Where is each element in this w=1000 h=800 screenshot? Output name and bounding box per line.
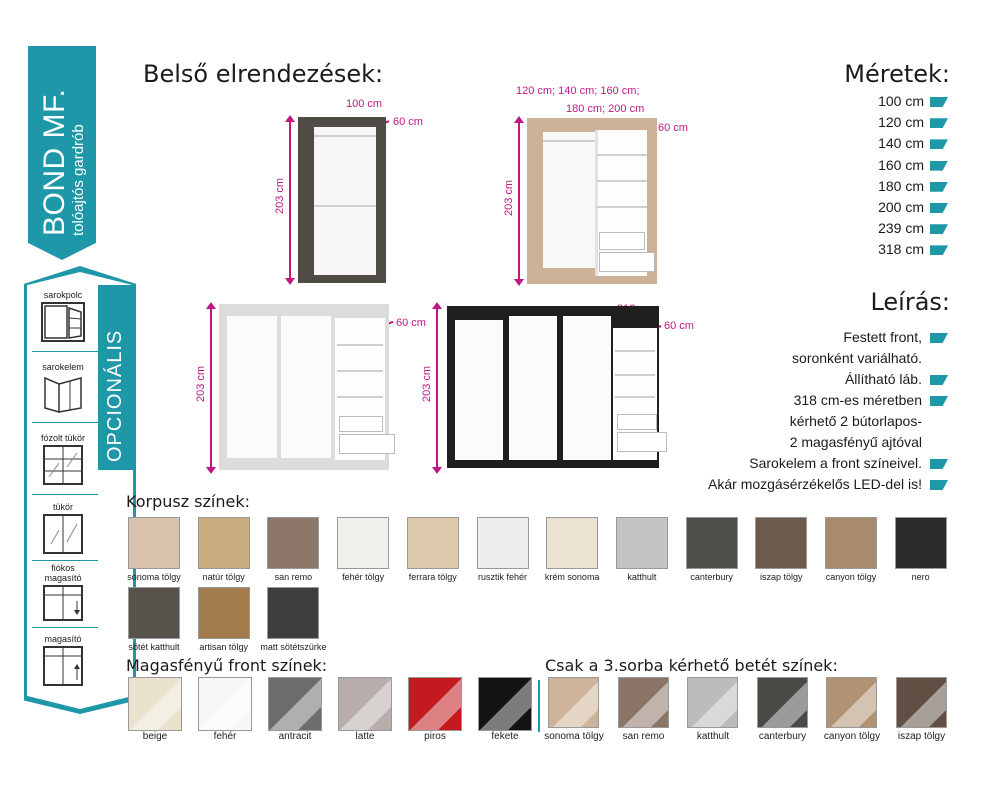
wardrobe-100 [298, 117, 386, 283]
brand-text [38, 89, 87, 236]
front-swatch[interactable] [408, 677, 462, 731]
w1-width-label: 100 cm [346, 98, 383, 110]
w4-height-arrow [436, 304, 438, 472]
sizes-heading: Méretek: [844, 60, 950, 88]
size-item: 318 cm [878, 241, 924, 258]
description-line: 2 magasfényű ajtóval [789, 434, 922, 450]
option-fozolt-tukor[interactable] [32, 433, 94, 485]
description-line: Állítható láb. [844, 371, 922, 387]
size-item: 140 cm [878, 135, 924, 152]
w3-depth-label: 60 cm [396, 317, 426, 329]
size-item: 160 cm [878, 156, 924, 173]
front-swatch-label: beige [142, 731, 168, 742]
front-swatch[interactable] [198, 677, 252, 731]
wardrobe-120-200 [527, 118, 657, 284]
korpusz-swatch-label: sonoma tölgy [127, 572, 181, 582]
option-divider [32, 422, 98, 423]
korpusz-swatch[interactable] [546, 517, 598, 569]
option-label: fózolt tükör [40, 433, 86, 443]
option-sarokpolc[interactable] [32, 290, 94, 342]
korpusz-heading: Korpusz színek: [126, 492, 250, 511]
corner-unit-icon [41, 374, 85, 414]
korpusz-swatch-label: canterbury [690, 572, 733, 582]
option-divider [32, 351, 98, 352]
brand-subtitle: tolóajtós gardrób [70, 124, 87, 236]
korpusz-swatch[interactable] [198, 517, 250, 569]
size-item: 120 cm [878, 114, 924, 131]
korpusz-swatch-label: katthult [627, 572, 657, 582]
bullet-arrow-icon [930, 245, 948, 255]
mirror-icon [43, 514, 83, 554]
korpusz-swatch[interactable] [755, 517, 807, 569]
bullet-arrow-icon [930, 459, 948, 469]
front-heading: Magasfényű front színek: [126, 656, 328, 675]
korpusz-swatch-label: ferrara tölgy [408, 572, 457, 582]
korpusz-swatch[interactable] [337, 517, 389, 569]
insert-swatch-label: canyon tölgy [823, 731, 881, 742]
insert-swatch-label: katthult [696, 731, 730, 742]
option-label: magasító [44, 634, 82, 644]
description-line: kérhető 2 bútorlapos- [789, 413, 922, 429]
w2-height-label: 203 cm [503, 179, 516, 217]
korpusz-swatch-label: nero [911, 572, 930, 582]
front-swatch[interactable] [128, 677, 182, 731]
bullet-arrow-icon [930, 375, 948, 385]
bullet-arrow-icon [930, 118, 948, 128]
front-swatch[interactable] [478, 677, 532, 731]
korpusz-swatch-label: san remo [274, 572, 313, 582]
front-swatch[interactable] [338, 677, 392, 731]
insert-swatch[interactable] [687, 677, 738, 728]
korpusz-swatch-label: matt sötétszürke [260, 642, 327, 652]
option-divider [32, 627, 98, 628]
corner-shelf-icon [41, 302, 85, 342]
korpusz-swatch[interactable] [825, 517, 877, 569]
bullet-arrow-icon [930, 480, 948, 490]
option-label: fiókos magasító [44, 563, 82, 583]
size-item: 180 cm [878, 177, 924, 194]
korpusz-swatch[interactable] [198, 587, 250, 639]
bullet-arrow-icon [930, 182, 948, 192]
korpusz-swatch-label: canyon tölgy [825, 572, 877, 582]
insert-swatch[interactable] [826, 677, 877, 728]
description-line: Akár mozgásérzékelős LED-del is! [708, 476, 922, 492]
insert-swatch-label: san remo [622, 731, 665, 742]
korpusz-swatch[interactable] [686, 517, 738, 569]
size-item: 100 cm [878, 93, 924, 109]
insert-swatch[interactable] [548, 677, 599, 728]
korpusz-swatch[interactable] [128, 587, 180, 639]
swatch-divider [538, 680, 540, 732]
description-line: soronként variálható. [792, 350, 922, 366]
insert-swatch-label: canterbury [758, 731, 807, 742]
insert-swatch-label: iszap tölgy [897, 731, 946, 742]
korpusz-swatch[interactable] [128, 517, 180, 569]
brand-title: BOND MF. [38, 88, 71, 236]
option-tukor[interactable] [32, 502, 94, 554]
option-divider [32, 494, 98, 495]
wardrobe-318 [447, 306, 659, 468]
bullet-arrow-icon [930, 97, 948, 107]
bullet-arrow-icon [930, 161, 948, 171]
korpusz-swatch-label: rusztik fehér [477, 572, 528, 582]
korpusz-swatch[interactable] [616, 517, 668, 569]
height-extension-icon [43, 646, 83, 686]
option-sarokelem[interactable] [32, 362, 94, 414]
layouts-heading: Belső elrendezések: [143, 60, 384, 88]
description-heading: Leírás: [870, 288, 950, 316]
w3-height-arrow [210, 304, 212, 472]
insert-swatch[interactable] [757, 677, 808, 728]
bullet-arrow-icon [930, 333, 948, 343]
front-swatch[interactable] [268, 677, 322, 731]
w1-height-arrow [289, 117, 291, 283]
insert-swatch-label: sonoma tölgy [544, 731, 604, 742]
w4-depth-label: 60 cm [664, 320, 694, 332]
option-divider [32, 560, 98, 561]
insert-swatch[interactable] [618, 677, 669, 728]
bullet-arrow-icon [930, 396, 948, 406]
w2-depth-label: 60 cm [658, 122, 688, 134]
w4-height-label: 203 cm [421, 365, 434, 403]
wardrobe-239 [219, 304, 389, 470]
front-swatch-label: piros [424, 731, 446, 742]
korpusz-swatch-label: fehér tölgy [342, 572, 385, 582]
front-swatch-label: latte [355, 731, 375, 742]
w2-width-label-2: 180 cm; 200 cm [566, 103, 645, 115]
w3-height-label: 203 cm [195, 365, 208, 403]
description-line: Sarokelem a front színeivel. [749, 455, 922, 471]
option-label: sarokpolc [43, 290, 83, 300]
option-fiokos-magasito[interactable] [32, 563, 94, 621]
korpusz-swatch[interactable] [477, 517, 529, 569]
korpusz-swatch[interactable] [895, 517, 947, 569]
korpusz-swatch-label: krém sonoma [544, 572, 600, 582]
option-label: sarokelem [42, 362, 84, 372]
size-item: 200 cm [878, 199, 924, 215]
bullet-arrow-icon [930, 203, 948, 213]
w2-width-label-1: 120 cm; 140 cm; 160 cm; [516, 85, 640, 97]
w1-depth-label: 60 cm [393, 116, 423, 128]
insert-swatch[interactable] [896, 677, 947, 728]
korpusz-swatch[interactable] [407, 517, 459, 569]
bullet-arrow-icon [930, 139, 948, 149]
front-swatch-label: antracit [278, 731, 312, 742]
korpusz-swatch-label: iszap tölgy [760, 572, 803, 582]
korpusz-swatch[interactable] [267, 587, 319, 639]
size-item: 239 cm [878, 220, 924, 237]
w2-height-arrow [518, 118, 520, 284]
bevelled-mirror-icon [43, 445, 83, 485]
korpusz-swatch-label: artisan tölgy [199, 642, 248, 652]
option-magasito[interactable] [32, 634, 94, 686]
bullet-arrow-icon [930, 224, 948, 234]
korpusz-swatch-label: sötét katthult [128, 642, 180, 652]
drawer-extension-icon [43, 585, 83, 621]
option-label: tükör [52, 502, 73, 512]
description-line: 318 cm-es méretben [793, 392, 922, 408]
korpusz-swatch-label: natúr tölgy [202, 572, 245, 582]
insert-heading: Csak a 3.sorba kérhető betét színek: [545, 656, 838, 675]
front-swatch-label: fehér [213, 731, 237, 742]
options-label: OPCIONÁLIS [104, 329, 126, 462]
korpusz-swatch[interactable] [267, 517, 319, 569]
front-swatch-label: fekete [491, 731, 519, 742]
w1-height-label: 203 cm [274, 177, 287, 215]
description-line: Festett front, [843, 329, 922, 345]
